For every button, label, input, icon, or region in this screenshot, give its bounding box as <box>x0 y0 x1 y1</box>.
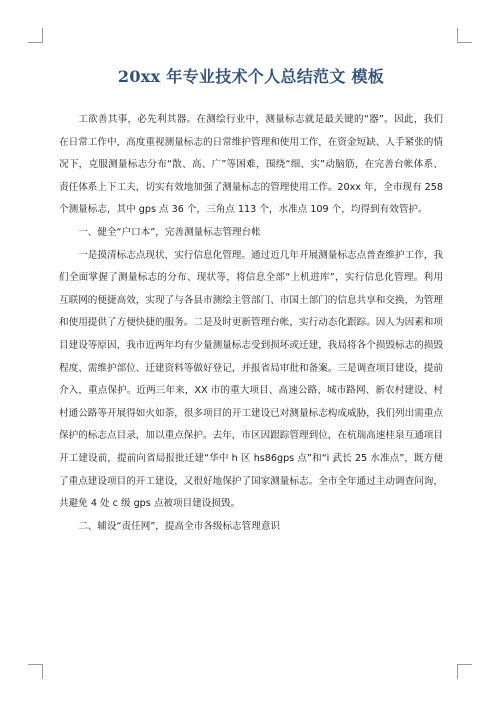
title-year: 20xx <box>117 67 161 86</box>
title-text: 年专业技术个人总结范文 模板 <box>160 67 385 86</box>
crop-mark-bottom-right <box>457 664 472 679</box>
paragraph-intro: 工欲善其事，必先利其器。在测绘行业中，测量标志就是最关键的“器”。因此，我们在日常工作中，高度重视测量标志的日常维护管理和使用工作，在资金短缺、人手紧张的情况下，克服测量标志分布“散、高、广”等困难，围绕“细、实”动脑筋，在完善台帐体系、责任体系上下工夫，切实有效地加强了测量标志的管理使用工作。20xx 年，全市现有 258 个测量标志，其中 gps 点 36 个，三角点 113 个，水准点 109 个，均得到有效管护。 <box>59 114 443 216</box>
crop-mark-top-right <box>457 28 472 43</box>
document-page <box>59 60 443 538</box>
paragraph-section-1: 一是摸清标志点现状，实行信息化管理。通过近几年开展测量标志点普查维护工作，我们全面掌握了测量标志的分布、现状等，将信息全部“上机进库”，实行信息化管理。利用互联网的便捷高效，实现了与各县市测绘主管部门、市国土部门的信息共享和交换，为管理和使用提供了方便快捷的服务。二是及时更新管理台帐，实行动态化跟踪。因人为因素和项目建设等原因，我市近两年均有少量测量标志受到损坏或迁建，我局将各个损毁标志的损毁程度、需维护部位、迁建资料等做好登记，并报省局审批和备案。三是调查项目建设，提前介入，重点保护。近两三年来，XX 市的重大项目、高速公路、城市路网、新农村建设、村村通公路等开展得如火如荼，很多项目的开工建设已对测量标志构成威胁，我们列出需重点保护的标志点目录，加以重点保护。去年，市区因跟踪管理到位，在杭瑞高速桂泉互通项目开工建设前，提前向省局报批迁建“华中 h 区 hs86gps 点”和“i 武长 25 水准点”，既方便了重点建设项目的开工建设，又很好地保护了国家测量标志。全市全年通过主动调查问询，共避免 4 处 c 级 gps 点被项目建设损毁。 <box>59 249 443 510</box>
section-heading-2: 二、辅设“责任网”，提高全市各级标志管理意识 <box>78 520 281 532</box>
crop-mark-bottom-left <box>28 664 43 679</box>
document-title <box>59 64 443 87</box>
section-heading-1: 一、健全“户口本”，完善测量标志管理台帐 <box>78 226 261 238</box>
crop-mark-top-left <box>28 28 43 43</box>
